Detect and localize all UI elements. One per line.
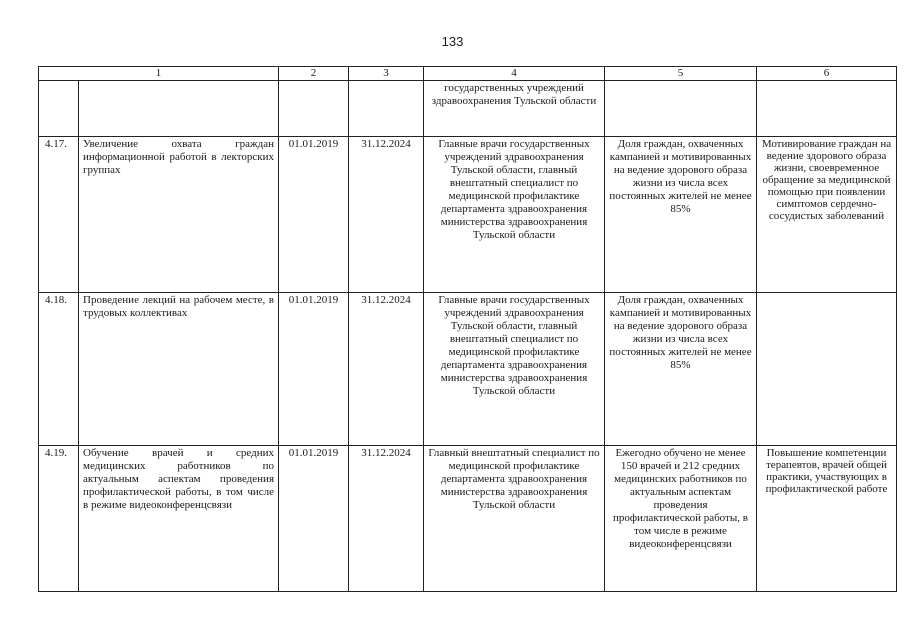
- activity-name: Увеличение охвата граждан информационной работой в лекторских группах: [79, 137, 279, 293]
- column-header-2: 2: [279, 67, 349, 81]
- indicator-cell: Доля граждан, охваченных кампанией и мотивированных на ведение здорового образа жизни из числа всех постоянных жителей не менее 85%: [605, 137, 757, 293]
- table-row: [39, 446, 897, 592]
- table-row: [39, 81, 897, 137]
- column-header-4: 4: [424, 67, 605, 81]
- indicator-cell: [605, 81, 757, 137]
- activity-name: [79, 81, 279, 137]
- result-cell: [757, 81, 897, 137]
- start-date: [279, 81, 349, 137]
- start-date: 01.01.2019: [279, 293, 349, 446]
- result-cell: Мотивирование граждан на ведение здорового образа жизни, своевременное обращение за медицинской помощью при появлении симптомов сердечно-сосудистых заболеваний: [757, 137, 897, 293]
- column-header-6: 6: [757, 67, 897, 81]
- responsible-cell: Главные врачи государственных учреждений здравоохранения Тульской области, главный внештатный специалист по медицинской профилактике департамента здравоохранения министерства здравоохранения Тульской области: [424, 293, 605, 446]
- column-header-5: 5: [605, 67, 757, 81]
- responsible-cell: Главный внештатный специалист по медицинской профилактике департамента здравоохранения министерства здравоохранения Тульской области: [424, 446, 605, 592]
- end-date: 31.12.2024: [349, 446, 424, 592]
- indicator-cell: Доля граждан, охваченных кампанией и мотивированных на ведение здорового образа жизни из числа всех постоянных жителей не менее 85%: [605, 293, 757, 446]
- row-number: [39, 81, 79, 137]
- activity-name: Проведение лекций на рабочем месте, в трудовых коллективах: [79, 293, 279, 446]
- end-date: 31.12.2024: [349, 293, 424, 446]
- activities-table: [38, 66, 897, 592]
- table-row: [39, 137, 897, 293]
- row-number: 4.17.: [39, 137, 79, 293]
- result-cell: [757, 293, 897, 446]
- indicator-cell: Ежегодно обучено не менее 150 врачей и 212 средних медицинских работников по актуальным аспектам проведения профилактической работы, в том числе в режиме видеоконференцсвязи: [605, 446, 757, 592]
- table-header-row: [39, 67, 897, 81]
- row-number: 4.18.: [39, 293, 79, 446]
- page-number: 133: [441, 34, 464, 49]
- activity-name: Обучение врачей и средних медицинских работников по актуальным аспектам проведения профилактической работы, в том числе в режиме видеоконференцсвязи: [79, 446, 279, 592]
- end-date: [349, 81, 424, 137]
- responsible-cell: государственных учреждений здравоохранения Тульской области: [424, 81, 605, 137]
- result-cell: Повышение компетенции терапевтов, врачей общей практики, участвующих в профилактической работе: [757, 446, 897, 592]
- responsible-cell: Главные врачи государственных учреждений здравоохранения Тульской области, главный внештатный специалист по медицинской профилактике департамента здравоохранения министерства здравоохранения Тульской области: [424, 137, 605, 293]
- column-header-3: 3: [349, 67, 424, 81]
- row-number: 4.19.: [39, 446, 79, 592]
- start-date: 01.01.2019: [279, 137, 349, 293]
- column-header-1: 1: [39, 67, 279, 81]
- start-date: 01.01.2019: [279, 446, 349, 592]
- table-row: [39, 293, 897, 446]
- end-date: 31.12.2024: [349, 137, 424, 293]
